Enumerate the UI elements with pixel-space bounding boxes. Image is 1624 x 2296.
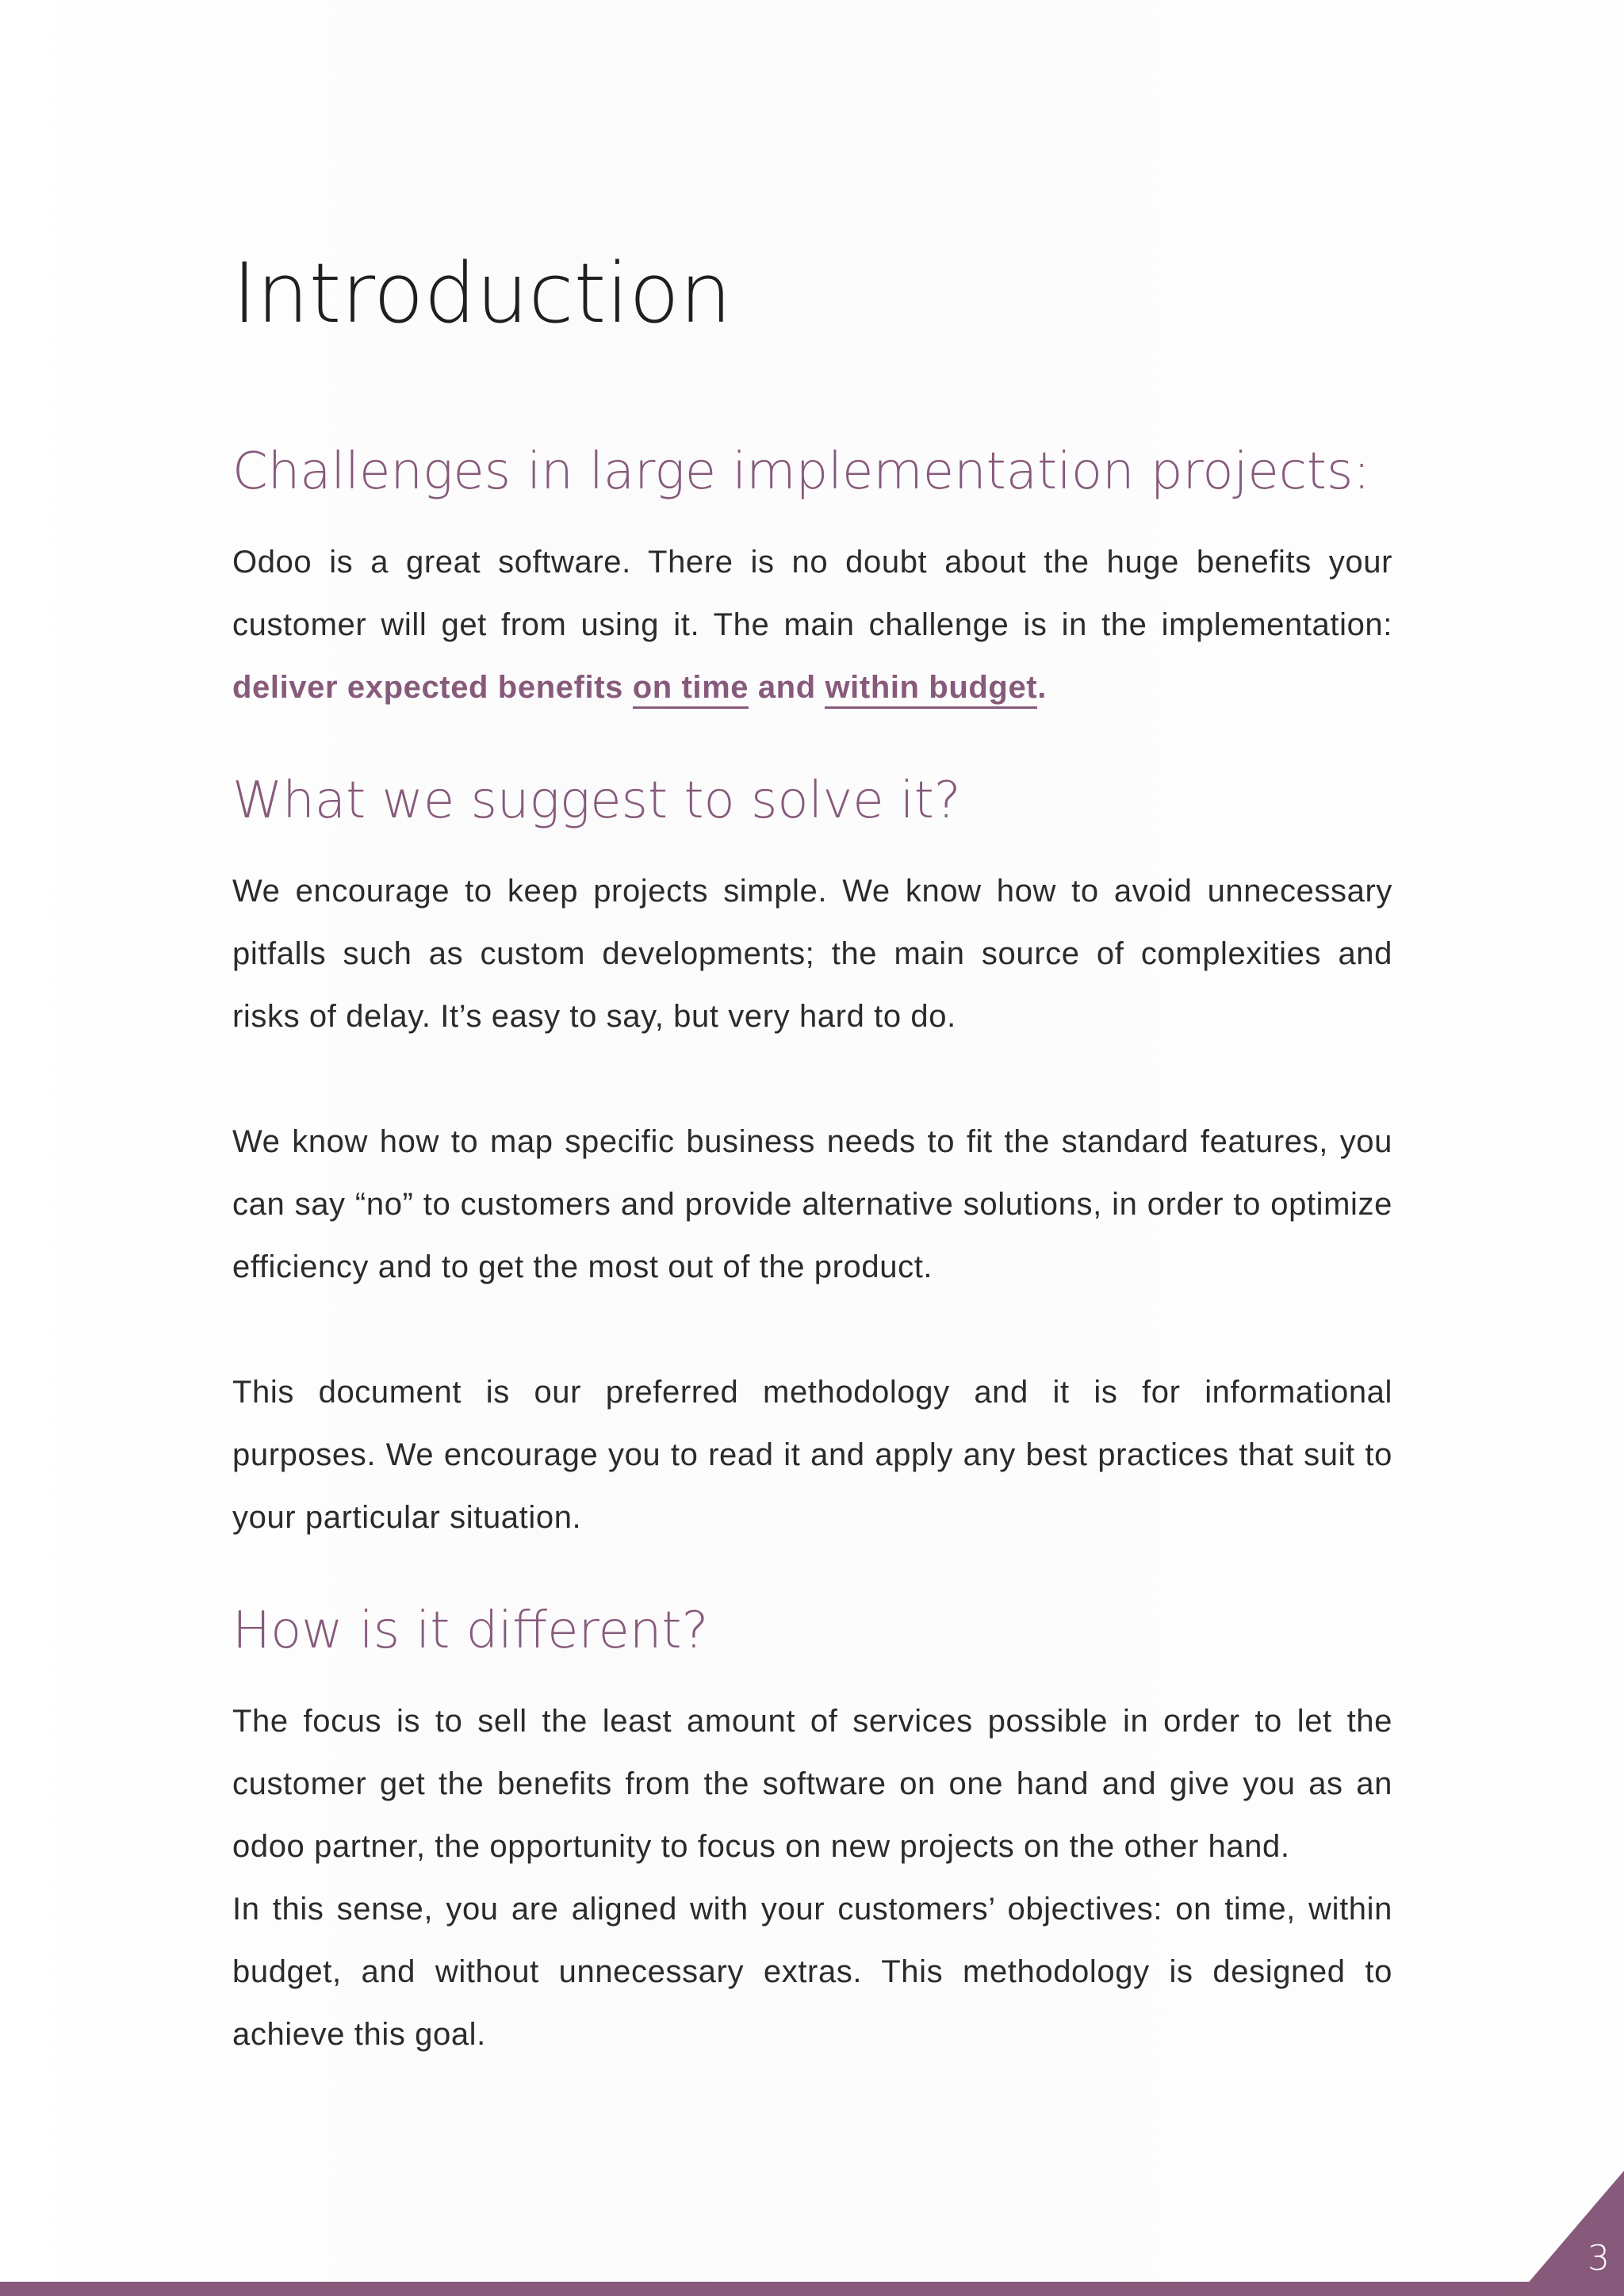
spacer xyxy=(232,349,1392,436)
paragraph-suggest-1: We encourage to keep projects simple. We know how to avoid unnecessary pitfalls such as custom developments; the main source of complexities and risks of delay. It’s easy to say, but very hard to do. xyxy=(232,874,1392,1034)
spacer xyxy=(232,1549,1392,1595)
section-heading-different: How is it different? xyxy=(232,1601,709,1660)
spacer xyxy=(232,836,1392,860)
emphasis-on-time: on time xyxy=(633,670,749,709)
section-heading-suggest: What we suggest to solve it? xyxy=(232,771,961,830)
emphasis-statement xyxy=(232,670,1047,709)
paragraph-different-1: The focus is to sell the least amount of services possible in order to let the customer get the benefits from the software on one hand and give you as an odoo partner, the opportunity to focus on new projects on the other hand. xyxy=(232,1704,1392,1864)
footer-bar xyxy=(0,2282,1624,2296)
page-title: Introduction xyxy=(232,245,732,342)
emphasis-part2: and xyxy=(749,670,825,705)
paragraph-challenges xyxy=(232,531,1392,719)
section-heading-challenges: Challenges in large implementation projects: xyxy=(232,442,1370,501)
spacer xyxy=(232,507,1392,531)
spacer xyxy=(232,719,1392,765)
page-content xyxy=(232,238,1392,2066)
page-number: 3 xyxy=(1588,2238,1610,2279)
emphasis-part3: . xyxy=(1037,670,1047,705)
spacer xyxy=(232,1667,1392,1690)
spacer xyxy=(232,1299,1392,1361)
emphasis-part1: deliver expected benefits xyxy=(232,670,633,705)
spacer xyxy=(232,1048,1392,1111)
paragraph-challenges-text: Odoo is a great software. There is no doubt about the huge benefits your customer will get from using it. The main challenge is in the implementation: xyxy=(232,545,1392,642)
emphasis-within-budget: within budget xyxy=(825,670,1037,709)
paragraph-suggest-3: This document is our preferred methodology and it is for informational purposes. We encourage you to read it and apply any best practices that suit to your particular situation. xyxy=(232,1375,1392,1535)
paragraph-different-2: In this sense, you are aligned with your customers’ objectives: on time, within budget, and without unnecessary extras. This methodology is designed to achieve this goal. xyxy=(232,1892,1392,2052)
paragraph-suggest-2: We know how to map specific business needs to fit the standard features, you can say “no” to customers and provide alternative solutions, in order to optimize efficiency and to get the most out of the product. xyxy=(232,1124,1392,1284)
